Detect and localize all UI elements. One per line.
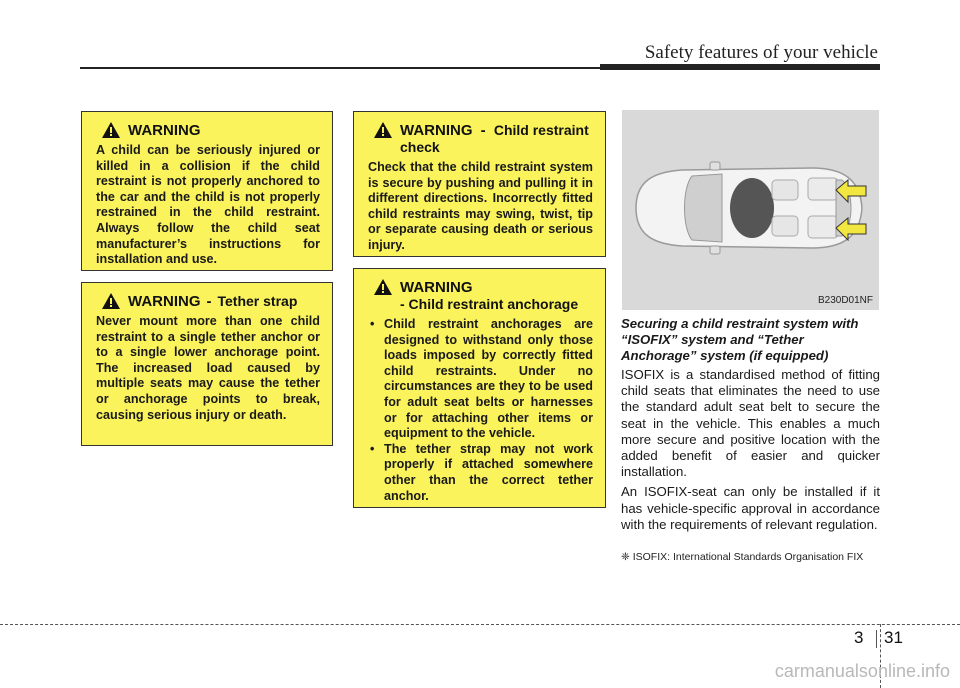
car-top-view-image	[622, 110, 879, 310]
warning-title-text: WARNING	[400, 122, 473, 139]
figure-caption: B230D01NF	[817, 295, 873, 306]
isofix-section	[621, 316, 880, 537]
warning-box-restraint-anchorage	[353, 268, 606, 508]
page-number: 31	[884, 628, 903, 647]
warning-list-item: • Child restraint anchorages are designed to withstand only those loads imposed by correctly fitted child restraints. Under no circumstances are they to be used for adult seat belts or harnesses or for attaching other items or equipment to the vehicle.	[368, 317, 593, 442]
warning-list-item: • The tether strap may not work properly if attached somewhere other than the correct tether anchor.	[368, 442, 593, 504]
watermark: carmanualsonline.info	[774, 661, 950, 681]
warning-box-tether-strap	[81, 282, 333, 446]
warning-title-text: WARNING	[128, 122, 201, 139]
warning-body: Check that the child restraint system is secure by pushing and pulling it in different directions. Incorrectly fitted child restraints may swing, twist, tip or separate causing death or serious injury.	[368, 160, 593, 252]
warning-triangle-icon	[102, 122, 120, 138]
warning-title-text: WARNING	[400, 279, 473, 296]
chapter-number: 3	[854, 628, 864, 647]
warning-title: WARNING - Tether strap	[102, 293, 320, 310]
warning-triangle-icon	[374, 122, 392, 138]
warning-box-child-injury	[81, 111, 333, 271]
warning-triangle-icon	[374, 279, 392, 295]
warning-subtitle: Child restraint check	[400, 122, 589, 155]
warning-title-text: WARNING	[128, 293, 201, 310]
warning-title	[102, 122, 320, 139]
header-rule-accent	[600, 64, 880, 70]
warning-title	[374, 279, 593, 313]
warning-title: WARNING - Child restraint check	[374, 122, 593, 156]
page-number-separator	[876, 630, 877, 648]
isofix-car-illustration	[622, 110, 879, 310]
warning-body: Never mount more than one child restraint to a single tether anchor or to a single lower anchorage point. The increased load caused by multiple seats may cause the tether or anchorage points to break, causing serious injury or death.	[96, 314, 320, 422]
footer-dashed-rule	[0, 624, 960, 625]
isofix-footnote: ❈ ISOFIX: International Standards Organisation FIX	[621, 551, 864, 563]
section-header-title: Safety features of your vehicle	[644, 42, 878, 63]
section-paragraph: An ISOFIX-seat can only be installed if it has vehicle-specific approval in accordance with the requirements of relevant regulation.	[621, 484, 880, 532]
warning-box-restraint-check	[353, 111, 606, 257]
warning-body: A child can be seriously injured or killed in a collision if the child restraint is not properly anchored to the car and the child is not properly restrained in the child restraint. Always follow the child seat manufacturer’s instructions for installation and use.	[96, 143, 320, 267]
section-paragraph: ISOFIX is a standardised method of fitting child seats that eliminates the need to use the standard adult seat belt to secure the seat in the vehicle. This enables a much more secure and positive location with the added benefit of easier and quicker installation.	[621, 367, 880, 480]
warning-list	[368, 317, 593, 504]
warning-triangle-icon	[102, 293, 120, 309]
section-heading: Securing a child restraint system with “ISOFIX” system and “Tether Anchorage” system (if equipped)	[621, 316, 859, 363]
warning-subtitle: - Child restraint anchorage	[400, 296, 579, 312]
warning-subtitle: Tether strap	[217, 293, 298, 309]
